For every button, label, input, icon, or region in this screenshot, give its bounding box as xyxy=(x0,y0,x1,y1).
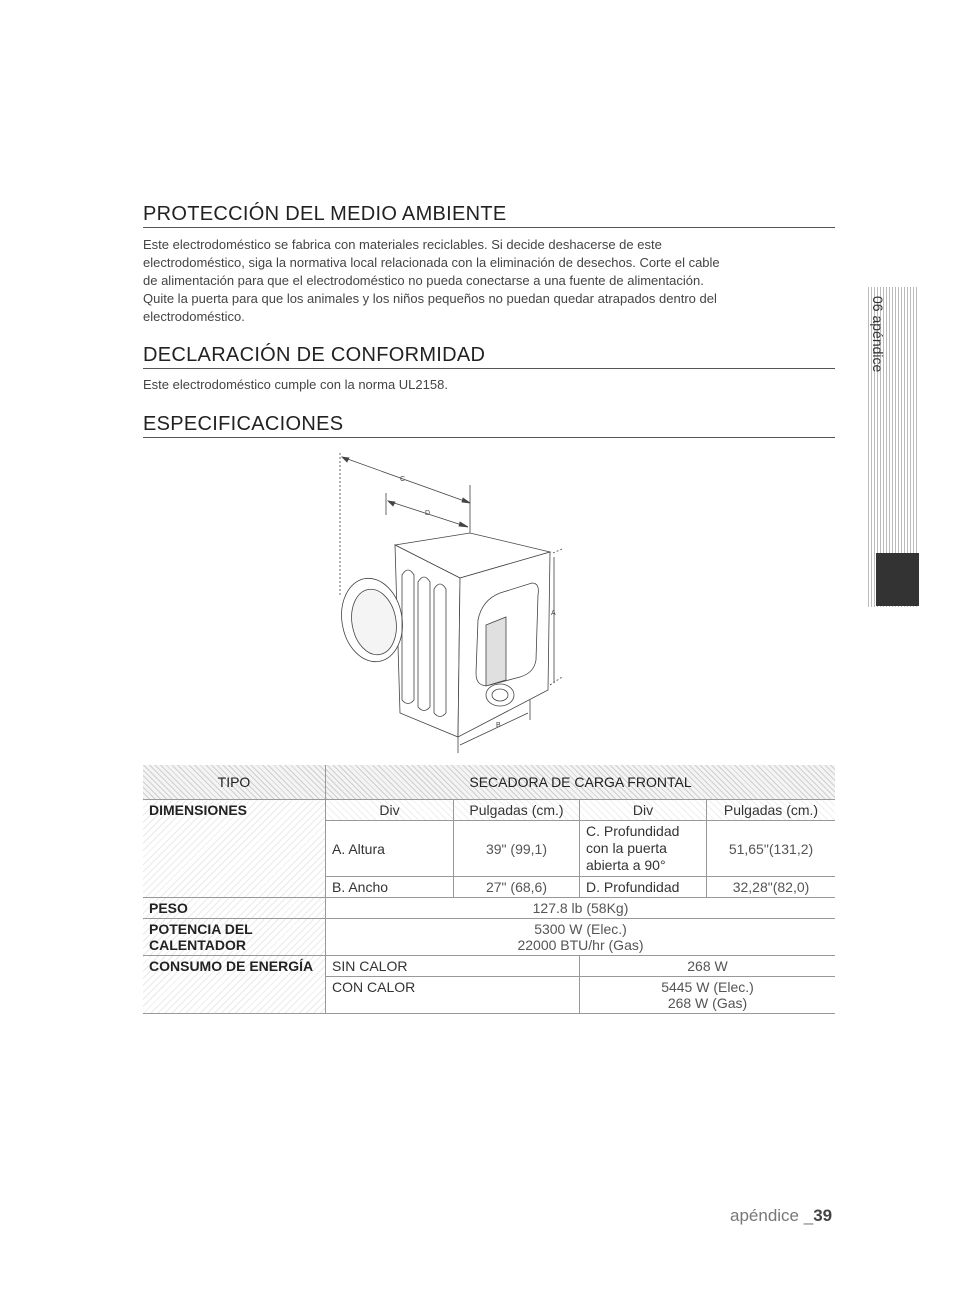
dimension-b-label: B xyxy=(496,722,501,729)
sin-calor-value: 268 W xyxy=(580,956,836,977)
potencia-gas: 22000 BTU/hr (Gas) xyxy=(517,937,644,953)
page-footer xyxy=(730,1206,832,1226)
env-section-title: PROTECCIÓN DEL MEDIO AMBIENTE xyxy=(143,202,835,228)
ancho-label: B. Ancho xyxy=(326,877,454,898)
col-div-header: Div xyxy=(326,800,454,821)
altura-value: 39" (99,1) xyxy=(454,821,580,877)
col-pulgadas-header-2: Pulgadas (cm.) xyxy=(707,800,836,821)
specs-section-title: ESPECIFICACIONES xyxy=(143,412,835,438)
potencia-values xyxy=(326,919,836,956)
dryer-dimension-diagram xyxy=(300,445,580,755)
table-header-row xyxy=(143,765,835,800)
dryer-type-header: SECADORA DE CARGA FRONTAL xyxy=(326,765,836,800)
env-line: Este electrodoméstico se fabrica con materiales reciclables. Si decide deshacerse de este xyxy=(143,237,662,252)
chapter-side-tab-label: 06 apéndice xyxy=(870,296,886,373)
col-div-header-2: Div xyxy=(580,800,707,821)
env-line: de alimentación para que el electrodoméstico no pueda conectarse a una fuente de alimentación. xyxy=(143,273,704,288)
tipo-header: TIPO xyxy=(143,765,326,800)
dimensiones-label: DIMENSIONES xyxy=(143,800,326,898)
peso-value: 127.8 lb (58Kg) xyxy=(326,898,836,919)
con-calor-label: CON CALOR xyxy=(326,977,580,1014)
potencia-label: POTENCIA DEL CALENTADOR xyxy=(143,919,326,956)
page-number: 39 xyxy=(813,1206,833,1225)
env-line: Quite la puerta para que los animales y los niños pequeños no puedan quedar atrapados dentro del xyxy=(143,291,717,306)
dimension-a-label: A xyxy=(551,610,556,617)
chapter-side-tab-marker xyxy=(876,553,919,606)
footer-text: apéndice _ xyxy=(730,1206,814,1225)
conformity-section-title: DECLARACIÓN DE CONFORMIDAD xyxy=(143,343,835,369)
table-row xyxy=(143,919,835,956)
table-row xyxy=(143,800,835,821)
con-calor-elec: 5445 W (Elec.) xyxy=(661,979,754,995)
dimension-c-label: C xyxy=(400,476,406,483)
prof-puerta-value: 51,65"(131,2) xyxy=(707,821,836,877)
sin-calor-label: SIN CALOR xyxy=(326,956,580,977)
table-row xyxy=(143,956,835,977)
col-pulgadas-header: Pulgadas (cm.) xyxy=(454,800,580,821)
env-paragraph xyxy=(143,236,803,326)
env-line: electrodoméstico. xyxy=(143,309,245,324)
dimension-d-label: D xyxy=(425,510,431,517)
prof-label: D. Profundidad xyxy=(580,877,707,898)
conformity-paragraph: Este electrodoméstico cumple con la norma UL2158. xyxy=(143,377,448,392)
peso-label: PESO xyxy=(143,898,326,919)
specifications-table xyxy=(143,765,835,1014)
ancho-value: 27" (68,6) xyxy=(454,877,580,898)
con-calor-gas: 268 W (Gas) xyxy=(667,995,748,1011)
table-row xyxy=(143,898,835,919)
con-calor-values xyxy=(580,977,836,1014)
prof-value: 32,28"(82,0) xyxy=(707,877,836,898)
prof-puerta-label: C. Profundidad con la puerta abierta a 90° xyxy=(580,821,707,877)
altura-label: A. Altura xyxy=(326,821,454,877)
potencia-elec: 5300 W (Elec.) xyxy=(534,921,627,937)
consumo-label: CONSUMO DE ENERGÍA xyxy=(143,956,326,1014)
env-line: electrodoméstico, siga la normativa local relacionada con la eliminación de desechos. Corte el cable xyxy=(143,255,720,270)
